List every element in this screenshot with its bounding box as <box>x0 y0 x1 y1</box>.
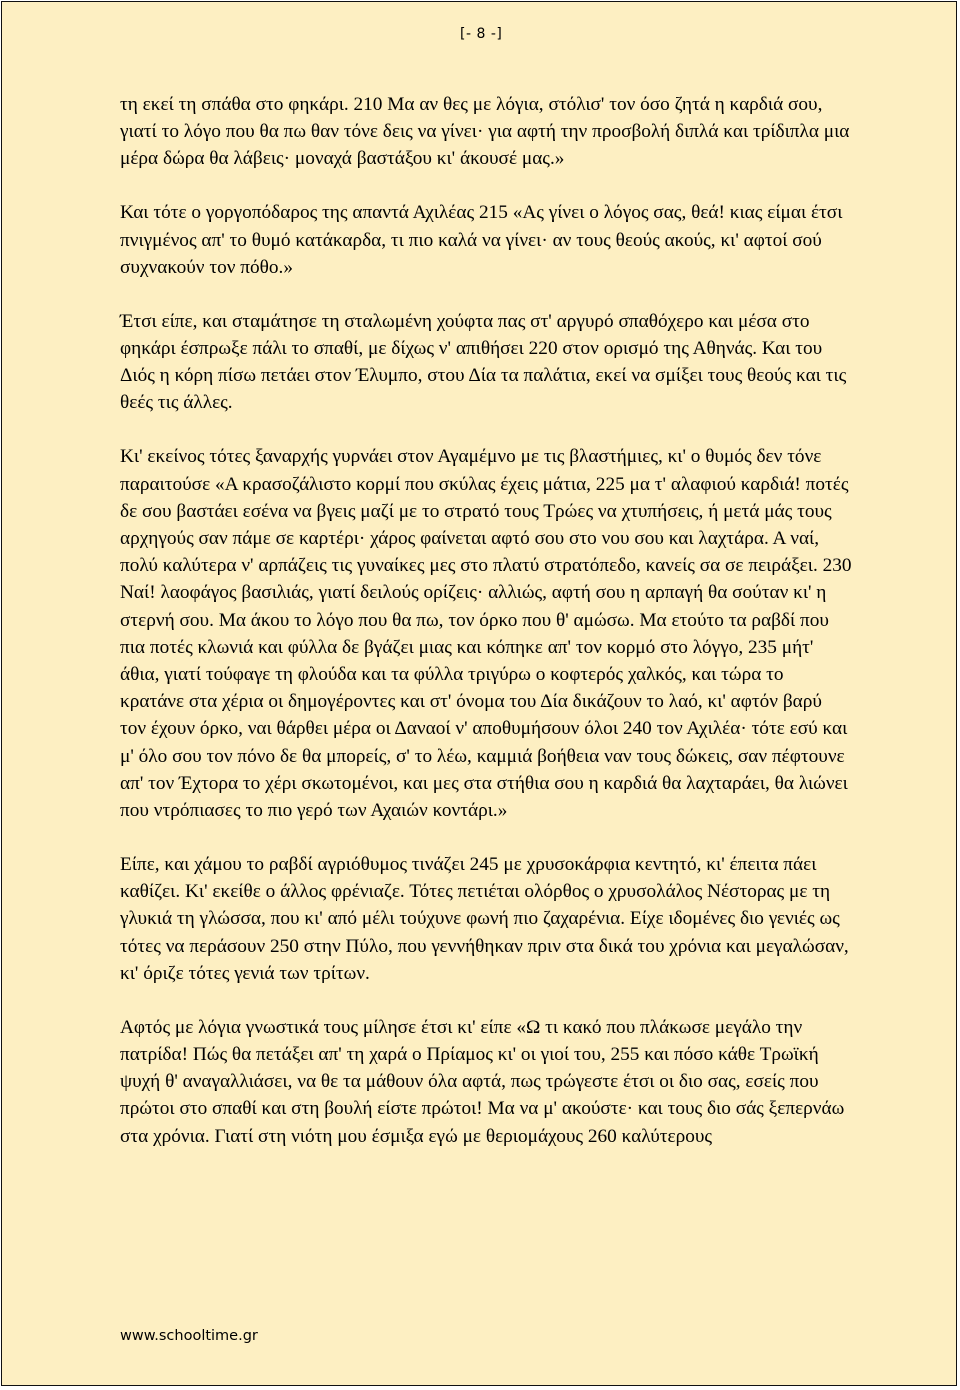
paragraph: Είπε, και χάμου το ραβδί αγριόθυμος τινάζει 245 με χρυσοκάρφια κεντητό, κι' έπειτα πάει καθίζει. Κι' εκείθε ο άλλος φρένιαζε. Τότες πετιέται ολόρθος ο χρυσολάλος Νέστορας με τη γλυκιά τη γλώσσα, που κι' από μέλι τούχυνε φωνή πιο ζαχαρένια. Είχε ιδομένες διο γενιές ως τότες να περάσουν 250 στην Πύλο, που γεννήθηκαν πριν στα δικά του χρόνια και μεγαλώσαν, κι' όριζε τότες γενιά των τρίτων. <box>120 854 849 984</box>
paragraph: Κι' εκείνος τότες ξαναρχής γυρνάει στον Αγαμέμνο με τις βλαστήμιες, κι' ο θυμός δεν τόνε παραιτούσε «Α κρασοζάλιστο κορμί που σκύλας έχεις μάτια, 225 μα τ' αλαφιού καρδιά! ποτές δε σου βαστάει εσένα να βγεις μαζί με το στρατό τους Τρώες να χτυπήσεις, ή μετά μάς τους αρχηγούς σαν πάμε σε καρτέρι· χάρος φαίνεται αφτό σου στο νου σου και λαχτάρα. Α ναί, πολύ καλύτερα ν' αρπάζεις τις γυναίκες μες στο πλατύ στρατόπεδο, κανείς σα σε πειράξει. 230 Ναί! λαοφάγος βασιλιάς, γιατί δειλούς ορίζεις· αλλιώς, αφτή σου η αρπαγή θα σούταν κι' η στερνή σου. Μα άκου το λόγο που θα πω, τον όρκο που θ' αμώσω. Μα ετούτο τα ραβδί που πια ποτές κλωνιά και φύλλα δε βγάζει μιας και κόπηκε απ' τον κορμό στο λόγγο, 235 μήτ' άθια, γιατί τούφαγε τη φλούδα και τα φύλλα τριγύρω ο κοφτερός χαλκός, και τώρα το κρατάνε στα χέρια οι δημογέροντες και στ' όνομα του Δία δικάζουν το λαό, κι' αφτόν βαρύ τον έχουν όρκο, ναι θάρθει μέρα οι Δαναοί ν' αποθυμήσουν όλοι 240 τον Αχιλέα· τότε εσύ και μ' όλο σου τον πόνο δε θα μπορείς, σ' το λέω, καμμιά βοήθεια ναν τους δώκεις, σαν πέφτουνε απ' τον Έχτορα το χέρι σκωτομένοι, και μες στα στήθια σου η καρδιά θα λαχταράει, θα λιώνει που ντρόπιασες το πιο γερό των Αχαιών κοντάρι.» <box>120 446 852 822</box>
paragraph: Έτσι είπε, και σταμάτησε τη σταλωμένη χούφτα πας στ' αργυρό σπαθόχερο και μέσα στο φηκάρι έσπρωξε πάλι το σπαθί, με δίχως ν' απιθήσει 220 στον ορισμό της Αθηνάς. Και του Διός η κόρη πίσω πετάει στον Έλυμπο, στου Δία τα παλάτια, εκεί να σμίξει τους θεούς και τις θεές τις άλλες. <box>120 310 847 414</box>
document-page <box>1 1 957 1386</box>
footer-website: www.schooltime.gr <box>120 1328 258 1344</box>
body-text <box>120 91 852 1150</box>
page-number: [- 8 -] <box>460 26 503 42</box>
paragraph: Και τότε ο γοργοπόδαρος της απαντά Αχιλέας 215 «Ας γίνει ο λόγος σας, θεά! κιας είμαι έτσι πνιγμένος απ' το θυμό κατάκαρδα, τι πιο καλά να γίνει· αν τους θεούς ακούς, κι' αφτοί σού συχνακούν τον πόθο.» <box>120 202 843 278</box>
paragraph: τη εκεί τη σπάθα στο φηκάρι. 210 Μα αν θες με λόγια, στόλισ' τον όσο ζητά η καρδιά σου, γιατί το λόγο που θα πω θαν τόνε δεις να γίνει· για αφτή την προσβολή διπλά και τρίδιπλα μια μέρα δώρα θα λάβεις· μοναχά βαστάξου κι' άκουσέ μας.» <box>120 94 850 170</box>
paragraph: Αφτός με λόγια γνωστικά τους μίλησε έτσι κι' είπε «Ω τι κακό που πλάκωσε μεγάλο την πατρίδα! Πώς θα πετάξει απ' τη χαρά ο Πρίαμος κι' οι γιοί του, 255 και πόσο κάθε Τρωϊκή ψυχή θ' αναγαλλιάσει, να θε τα μάθουν όλα αφτά, πως τρώγεστε έτσι οι διο σας, εσείς που πρώτοι στο σπαθί και στη βουλή είστε πρώτοι! Μα να μ' ακούστε· και τους διο σάς ξεπερνάω στα χρόνια. Γιατί στη νιότη μου έσμιξα εγώ με θεριομάχους 260 καλύτερους <box>120 1016 845 1147</box>
